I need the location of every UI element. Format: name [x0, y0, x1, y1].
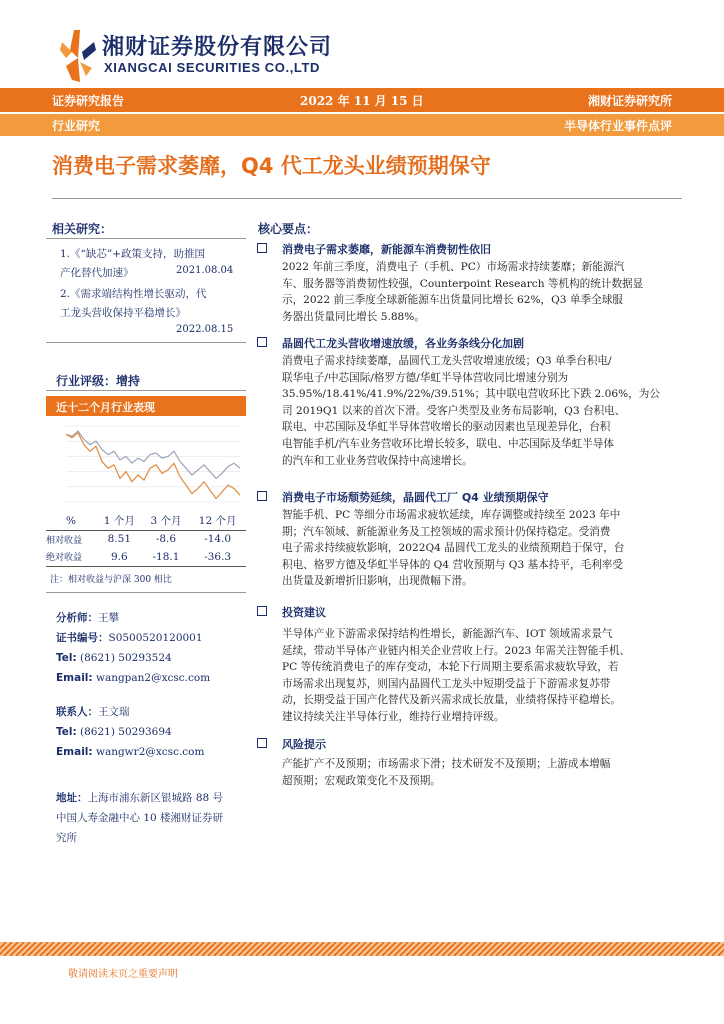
analyst-name: 王攀	[98, 612, 119, 624]
checkbox-bullet-icon	[257, 337, 267, 347]
industry-performance-chart	[46, 418, 246, 510]
industry-rating: 行业评级：增持	[56, 374, 141, 388]
company-name-cn: 湘财证券股份有限公司	[102, 35, 333, 60]
chart-title: 近十二个月行业表现	[56, 401, 155, 414]
analyst-block: 分析师：王攀 证书编号：S0500520120001 Tel: (8621) 50293524 Email: wangpan2@xcsc.com	[56, 612, 211, 684]
institute-name: 湘财证券研究所	[587, 94, 672, 108]
table-header-cell: 12 个月	[198, 515, 237, 528]
core-points-heading: 核心要点：	[258, 222, 319, 236]
table-header-row	[46, 512, 246, 530]
table-header-cell: 3 个月	[150, 515, 182, 528]
performance-table	[46, 512, 246, 567]
sidebar-divider	[46, 238, 246, 239]
contact-tel: (8621) 50293694	[80, 726, 172, 738]
table-row	[46, 548, 246, 566]
table-cell: 相对收益	[46, 535, 83, 546]
table-cell: 8.51	[107, 533, 132, 546]
analyst-email[interactable]: wangpan2@xcsc.com	[95, 672, 211, 684]
checkbox-bullet-icon	[257, 491, 267, 501]
related-research-heading: 相关研究：	[52, 222, 113, 236]
research-category: 行业研究	[52, 119, 101, 133]
checkbox-bullet-icon	[257, 738, 267, 748]
title-divider	[52, 198, 682, 199]
table-cell: -8.6	[155, 533, 177, 546]
sidebar-divider	[46, 390, 246, 391]
table-header-cell: %	[66, 514, 76, 527]
page-title: 消费电子需求萎靡，Q4 代工龙头业绩预期保守	[52, 154, 491, 178]
section-body: 智能手机、PC 等细分市场需求疲软延续，库存调整或持续至 2023 年中 期；汽车领域、新能源业务及工控领域的需求预计仍保持稳定。受消费 电子需求持续疲软影响，2022Q4 晶圆代工龙头的业绩预期趋于保守，台 积电、格罗方德及华虹半导体的 Q4 营收预期与 Q3 基本持平，毛利率受 出货量及新增折旧影响，出现微幅下滑。	[282, 509, 625, 588]
checkbox-bullet-icon	[257, 606, 267, 616]
related-item-date: 2022.08.15	[176, 324, 234, 335]
related-item[interactable]: 2.《需求端结构性增长驱动，代 工龙头营收保持平稳增长》	[60, 288, 207, 319]
table-note: 注：相对收益与沪深 300 相比	[50, 575, 172, 585]
contact-name: 王文瑞	[98, 706, 130, 718]
footer-stripe	[0, 942, 724, 956]
table-header-cell: 1 个月	[103, 515, 135, 528]
chart-plot-area	[46, 418, 246, 510]
related-item[interactable]: 1.《“缺芯”+政策支持，助推国 产化替代加速》	[60, 248, 206, 279]
analyst-cert: S0500520120001	[108, 632, 203, 644]
table-cell: -14.0	[204, 533, 232, 546]
section-heading: 投资建议	[282, 606, 326, 619]
chart-title-bar	[46, 396, 246, 416]
table-cell: -36.3	[204, 550, 232, 563]
report-type: 证券研究报告	[52, 94, 125, 108]
report-date: 2022 年 11 月 15 日	[300, 94, 424, 108]
sidebar-divider	[46, 342, 246, 343]
section-heading: 风险提示	[282, 738, 326, 751]
company-name-en: XIANGCAI SECURITIES CO.,LTD	[104, 60, 321, 75]
company-logo-icon	[60, 28, 96, 84]
table-cell: -18.1	[152, 550, 180, 563]
section-heading: 消费电子需求萎靡，新能源车消费韧性依旧	[282, 243, 491, 256]
section-heading: 晶圆代工龙头营收增速放缓，各业务条线分化加剧	[282, 337, 524, 350]
contact-block: 联系人：王文瑞 Tel: (8621) 50293694 Email: wangwr2@xcsc.com	[56, 706, 205, 758]
section-heading: 消费电子市场颓势延续，晶圆代工厂 Q4 业绩预期保守	[282, 491, 549, 504]
address-block: 地址：上海市浦东新区银城路 88 号 中国人寿金融中心 10 楼湘财证券研 究所	[56, 792, 224, 844]
header-bar-secondary	[0, 114, 724, 136]
table-row	[46, 530, 246, 548]
table-cell: 绝对收益	[46, 553, 83, 564]
related-item-date: 2021.08.04	[176, 265, 234, 276]
report-subject: 半导体行业事件点评	[563, 119, 672, 133]
section-body: 产能扩产不及预期；市场需求下滑；技术研发不及预期；上游成本增幅 超预期；宏观政策变化不及预期。	[282, 758, 611, 787]
checkbox-bullet-icon	[257, 243, 267, 253]
footer-disclaimer: 敬请阅读末页之重要声明	[68, 969, 178, 980]
table-cell: 9.6	[110, 550, 128, 563]
header-bar-primary	[0, 88, 724, 112]
sidebar-divider	[46, 592, 246, 593]
section-body: 2022 年前三季度，消费电子（手机、PC）市场需求持续萎靡；新能源汽 车、服务器等消费韧性较强，Counterpoint Research 等机构的统计数据显 示，2022 前三季度全球新能源车出货量同比增长 62%，Q3 单季全球服 务器出货量同比增长 5.88%。	[282, 261, 644, 323]
analyst-tel: (8621) 50293524	[80, 652, 172, 664]
contact-email[interactable]: wangwr2@xcsc.com	[95, 746, 205, 758]
section-body: 半导体产业下游需求保持结构性增长，新能源汽车、IOT 领域需求景气 延续，带动半导体产业链内相关企业营收上行。2023 年需关注智能手机、 PC 等传统消费电子的库存变动，本轮下行周期主要系需求疲软导致，若 市场需求出现复苏，则国内晶圆代工龙头中短期受益于下游需求复苏带 动，长期受益于国产化替代及新兴需求成长放量，业绩将保持平稳增长。 建议持续关注半导体行业，维持行业增持评级。	[282, 628, 631, 723]
section-body: 消费电子需求持续萎靡，晶圆代工龙头营收增速放缓；Q3 单季台积电/ 联华电子/中芯国际/格罗方德/华虹半导体营收同比增速分别为 35.95%/18.41%/41.9%/22%/39.51%；其中联电营收环比下跌 2.06%，为公 司 2019Q1 以来的首次下滑。受客户类型及业务布局影响，Q3 台积电、 联电、中芯国际及华虹半导体营收增长的驱动因素也呈现差异化，台积 电智能手机/汽车业务营收环比增长较多，联电、中芯国际及华虹半导体 的汽车和工业业务营收保持中高速增长。	[282, 355, 660, 467]
